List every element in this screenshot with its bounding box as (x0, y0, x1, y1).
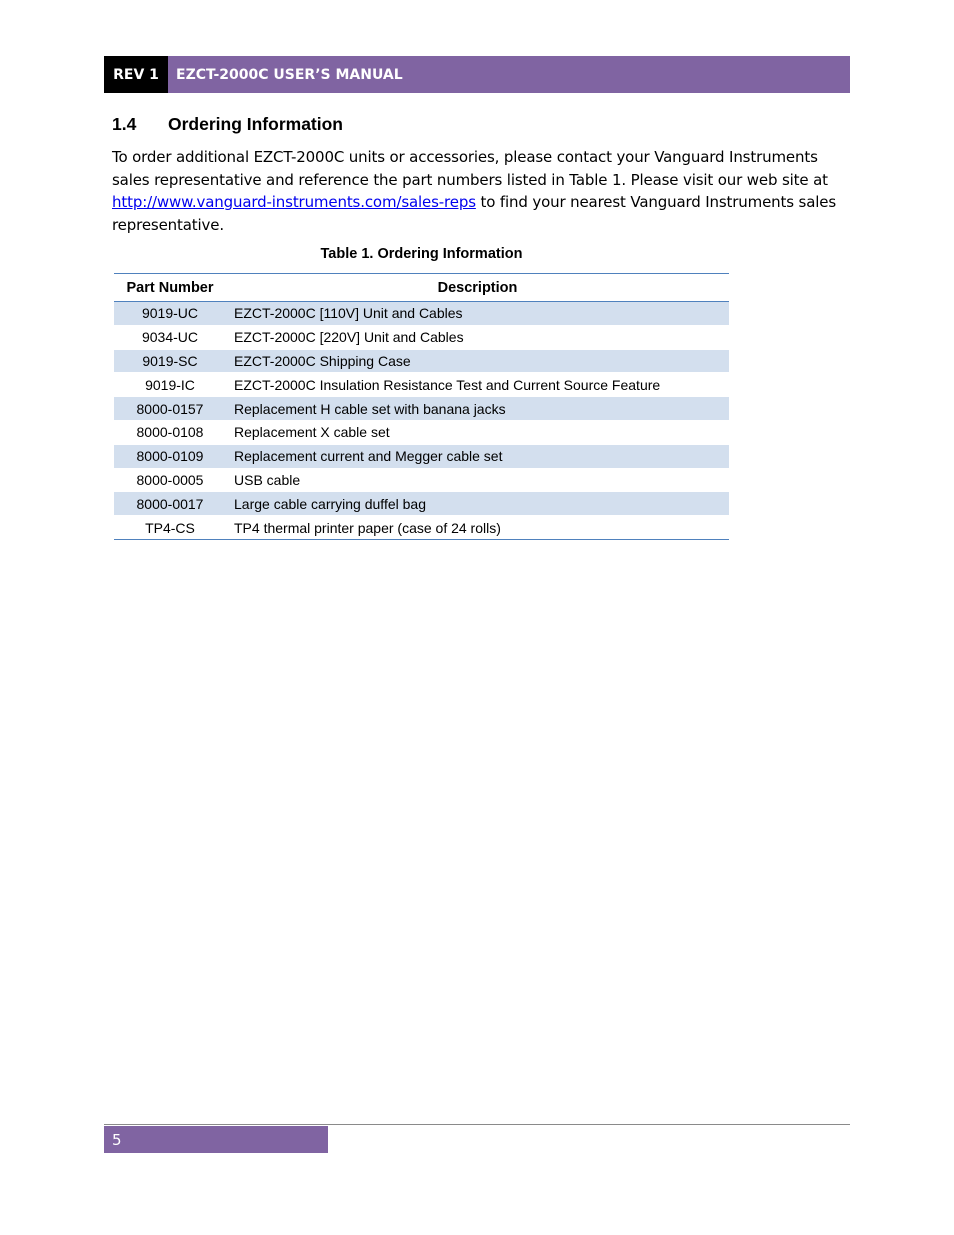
manual-title: EZCT-2000C USER’S MANUAL (176, 66, 403, 83)
description-cell: EZCT-2000C [220V] Unit and Cables (226, 325, 729, 349)
table-row (114, 397, 729, 421)
sales-reps-link[interactable]: http://www.vanguard-instruments.com/sales-reps (112, 193, 476, 211)
table-row (114, 349, 729, 373)
section-number: 1.4 (112, 114, 137, 134)
table-header-row (114, 274, 729, 302)
part-number-cell: 9019-IC (114, 373, 226, 397)
part-number-cell: 8000-0108 (114, 420, 226, 444)
description-cell: Replacement X cable set (226, 420, 729, 444)
table-row (114, 468, 729, 492)
part-number-cell: 8000-0157 (114, 397, 226, 421)
table-row (114, 325, 729, 349)
part-number-cell: 8000-0109 (114, 444, 226, 468)
part-number-cell: 8000-0017 (114, 492, 226, 516)
footer-divider (104, 1124, 850, 1125)
part-number-cell: 9034-UC (114, 325, 226, 349)
table-row (114, 420, 729, 444)
description-cell: TP4 thermal printer paper (case of 24 rolls) (226, 516, 729, 540)
part-number-cell: TP4-CS (114, 516, 226, 540)
table-row (114, 516, 729, 540)
description-cell: Replacement H cable set with banana jacks (226, 397, 729, 421)
description-cell: Large cable carrying duffel bag (226, 492, 729, 516)
table-row (114, 302, 729, 326)
description-cell: Replacement current and Megger cable set (226, 444, 729, 468)
description-cell: EZCT-2000C [110V] Unit and Cables (226, 302, 729, 326)
column-header-description: Description (226, 274, 729, 302)
table-row (114, 492, 729, 516)
description-cell: EZCT-2000C Shipping Case (226, 349, 729, 373)
revision-label: REV 1 (104, 56, 168, 93)
part-number-cell: 8000-0005 (114, 468, 226, 492)
section-heading (112, 114, 343, 135)
table-row (114, 373, 729, 397)
description-cell: USB cable (226, 468, 729, 492)
page-header (104, 56, 850, 93)
intro-paragraph (112, 146, 852, 236)
intro-text-before-link: To order additional EZCT-2000C units or accessories, please contact your Vanguard Instruments sales representative and reference the part numbers listed in Table 1. Please visit our web site at (112, 148, 828, 189)
column-header-part-number: Part Number (114, 274, 226, 302)
page-number: 5 (104, 1126, 328, 1153)
part-number-cell: 9019-UC (114, 302, 226, 326)
description-cell: EZCT-2000C Insulation Resistance Test and Current Source Feature (226, 373, 729, 397)
intro-text-after-link: to find your nearest Vanguard Instruments sales representative. (112, 193, 837, 234)
table-row (114, 444, 729, 468)
table-caption: Table 1. Ordering Information (320, 246, 523, 262)
ordering-table (114, 273, 729, 540)
part-number-cell: 9019-SC (114, 349, 226, 373)
section-title: Ordering Information (168, 114, 343, 134)
